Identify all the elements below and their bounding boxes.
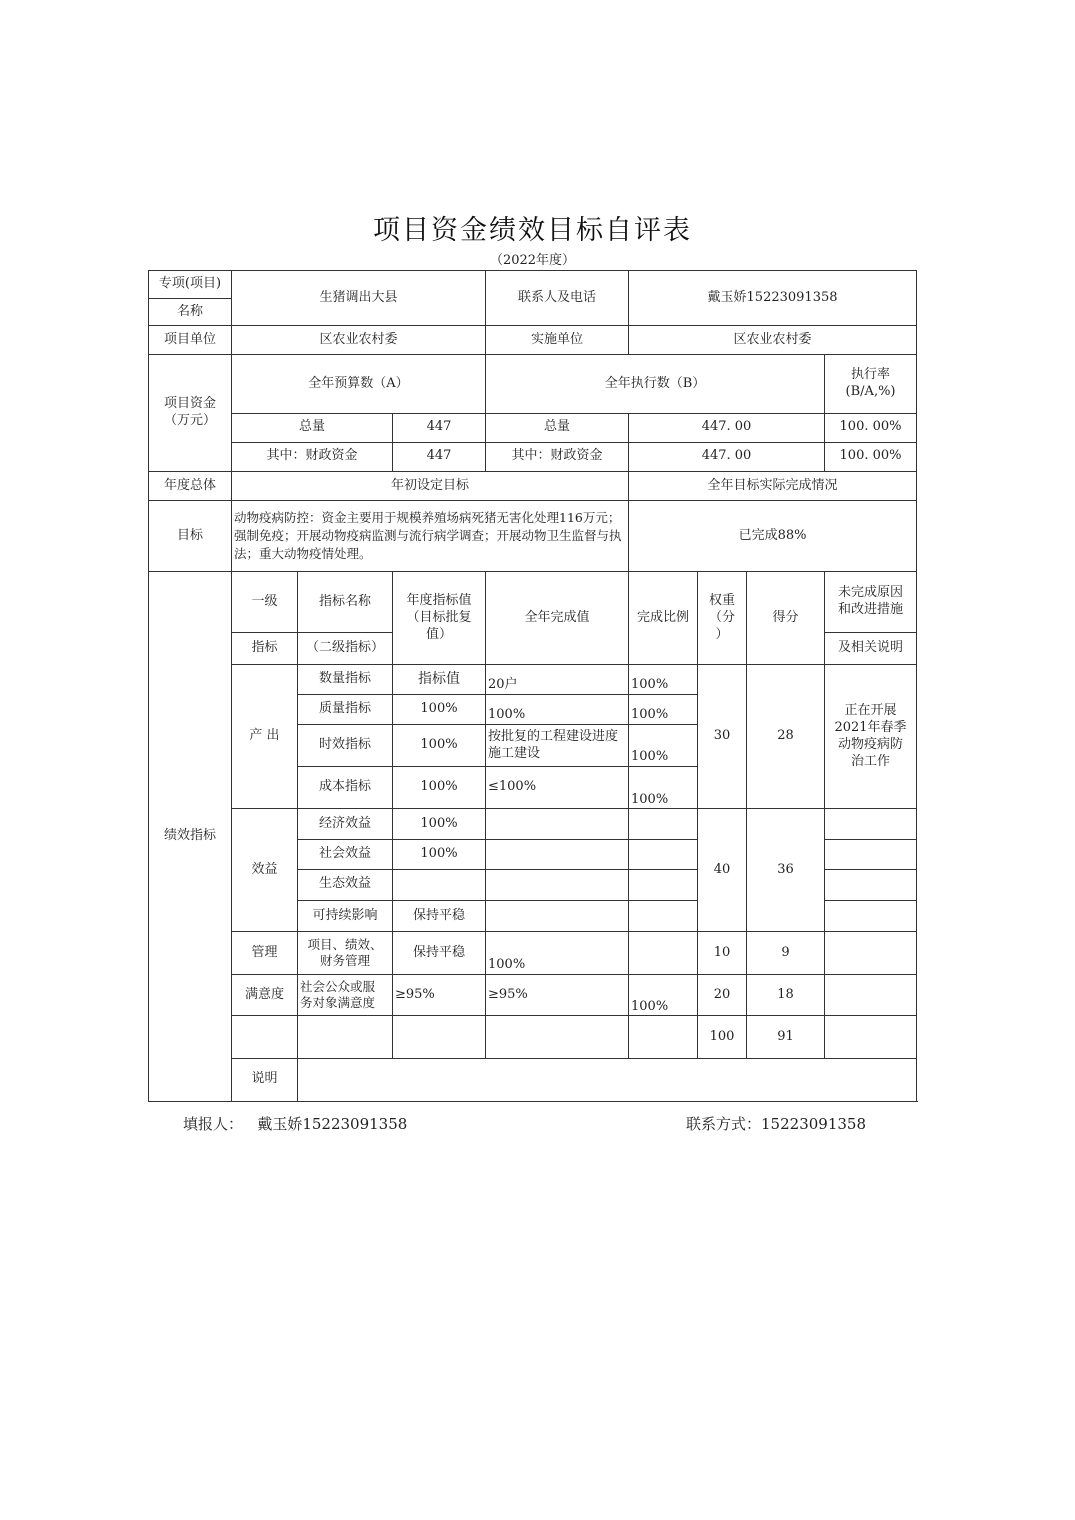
benefit-name-3: 可持续影响 <box>298 900 393 931</box>
management-ratio <box>629 932 698 975</box>
score-header: 得分 <box>747 572 825 664</box>
benefit-reason-1 <box>825 839 917 869</box>
reason-header-2: 及相关说明 <box>825 632 917 664</box>
impl-label: 实施单位 <box>486 326 629 355</box>
output-ratio-0: 100% <box>629 664 698 694</box>
output-name-0: 数量指标 <box>298 664 393 694</box>
output-target-3: 100% <box>393 767 486 809</box>
output-name-3: 成本指标 <box>298 767 393 809</box>
fiscal-budget-label: 其中：财政资金 <box>232 442 393 471</box>
contact <box>686 1113 866 1134</box>
benefit-actual-1 <box>486 839 629 869</box>
management-target: 保持平稳 <box>393 932 486 975</box>
evaluation-table <box>148 270 916 1102</box>
benefit-actual-2 <box>486 869 629 900</box>
satisfaction-name: 社会公众或服 务对象满意度 <box>298 975 393 1016</box>
project-label <box>149 271 232 299</box>
satisfaction-ratio: 100% <box>629 975 698 1016</box>
satisfaction-label: 满意度 <box>232 975 298 1016</box>
benefit-target-2 <box>393 869 486 900</box>
project-name: 生猪调出大县 <box>232 271 486 326</box>
level1-header: 一级 <box>232 572 298 632</box>
total-blank-5 <box>629 1016 698 1058</box>
level1-header-2: 指标 <box>232 632 298 664</box>
output-actual-0: 20户 <box>486 664 629 694</box>
rate-header: 执行率 (B/A,%) <box>825 355 917 413</box>
output-name-1: 质量指标 <box>298 694 393 724</box>
contact-value-footer: 15223091358 <box>761 1115 866 1133</box>
notes-value <box>298 1058 917 1101</box>
unit-value: 区农业农村委 <box>232 326 486 355</box>
output-ratio-3: 100% <box>629 767 698 809</box>
benefit-ratio-0 <box>629 809 698 839</box>
total-budget-label: 总量 <box>232 413 393 442</box>
benefit-actual-3 <box>486 900 629 931</box>
benefit-label: 效益 <box>232 809 298 932</box>
benefit-ratio-1 <box>629 839 698 869</box>
output-actual-1: 100% <box>486 694 629 724</box>
benefit-target-3: 保持平稳 <box>393 900 486 931</box>
output-actual-3: ≤100% <box>486 767 629 809</box>
benefit-weight: 40 <box>698 809 747 932</box>
contact-label-footer: 联系方式： <box>686 1115 762 1133</box>
impl-value: 区农业农村委 <box>629 326 917 355</box>
benefit-name-2: 生态效益 <box>298 869 393 900</box>
weight-header: 权重 （分 ） <box>698 572 747 664</box>
actual-goal-header: 全年目标实际完成情况 <box>629 471 917 500</box>
total-blank-6 <box>825 1016 917 1058</box>
benefit-name-1: 社会效益 <box>298 839 393 869</box>
year-subtitle: （2022年度） <box>489 253 576 268</box>
project-label-2: 名称 <box>149 299 232 326</box>
filler <box>183 1113 407 1134</box>
satisfaction-reason <box>825 975 917 1016</box>
benefit-ratio-3 <box>629 900 698 931</box>
benefit-reason-2 <box>825 869 917 900</box>
management-actual: 100% <box>486 932 629 975</box>
indicators-label: 绩效指标 <box>149 572 232 1102</box>
benefit-target-1: 100% <box>393 839 486 869</box>
output-score: 28 <box>747 664 825 809</box>
output-target-1: 100% <box>393 694 486 724</box>
actual-header: 全年完成值 <box>486 572 629 664</box>
ratio-header: 完成比例 <box>629 572 698 664</box>
output-ratio-1: 100% <box>629 694 698 724</box>
actual-goal-text: 已完成88% <box>629 501 917 572</box>
total-blank-3 <box>393 1016 486 1058</box>
total-rate: 100. 00% <box>825 413 917 442</box>
benefit-ratio-2 <box>629 869 698 900</box>
name-header-2: （二级指标） <box>298 632 393 664</box>
management-reason <box>825 932 917 975</box>
project-label-line1: 专项(项目) <box>158 276 222 292</box>
benefit-actual-0 <box>486 809 629 839</box>
output-target-0: 指标值 <box>393 664 486 694</box>
satisfaction-score: 18 <box>747 975 825 1016</box>
total-blank-2 <box>298 1016 393 1058</box>
total-blank-4 <box>486 1016 629 1058</box>
total-score: 91 <box>747 1016 825 1058</box>
funds-label <box>149 355 232 472</box>
output-ratio-2: 100% <box>629 725 698 767</box>
output-actual-2: 按批复的工程建设进度 施工建设 <box>486 725 629 767</box>
total-exec-label: 总量 <box>486 413 629 442</box>
filler-label: 填报人： <box>183 1115 244 1133</box>
output-name-2: 时效指标 <box>298 725 393 767</box>
name-header: 指标名称 <box>298 572 393 632</box>
total-budget: 447 <box>393 413 486 442</box>
initial-goal-text: 动物疫病防控：资金主要用于规模养殖场病死猪无害化处理116万元；强制免疫；开展动物疫病监测与流行病学调查；开展动物卫生监督与执法；重大动物疫情处理。 <box>232 501 629 572</box>
total-blank-1 <box>232 1016 298 1058</box>
output-label: 产 出 <box>232 664 298 809</box>
benefit-reason-3 <box>825 900 917 931</box>
total-exec: 447. 00 <box>629 413 825 442</box>
fiscal-rate: 100. 00% <box>825 442 917 471</box>
benefit-reason-0 <box>825 809 917 839</box>
page-title: 项目资金绩效目标自评表 <box>373 215 692 246</box>
management-label: 管理 <box>232 932 298 975</box>
management-name: 项目、绩效、 财务管理 <box>298 932 393 975</box>
overall-goal-label: 年度总体 <box>149 471 232 500</box>
unit-label: 项目单位 <box>149 326 232 355</box>
contact-value: 戴玉娇15223091358 <box>629 271 917 326</box>
output-weight: 30 <box>698 664 747 809</box>
management-score: 9 <box>747 932 825 975</box>
fiscal-budget: 447 <box>393 442 486 471</box>
target-header: 年度指标值 （目标批复 值） <box>393 572 486 664</box>
fiscal-exec-label: 其中：财政资金 <box>486 442 629 471</box>
benefit-name-0: 经济效益 <box>298 809 393 839</box>
benefit-target-0: 100% <box>393 809 486 839</box>
output-reason: 正在开展 2021年春季 动物疫病防 治工作 <box>825 664 917 809</box>
initial-goal-header: 年初设定目标 <box>232 471 629 500</box>
contact-label: 联系人及电话 <box>486 271 629 326</box>
satisfaction-target: ≥95% <box>393 975 486 1016</box>
satisfaction-actual: ≥95% <box>486 975 629 1016</box>
output-target-2: 100% <box>393 725 486 767</box>
satisfaction-weight: 20 <box>698 975 747 1016</box>
goal-label: 目标 <box>149 501 232 572</box>
exec-header: 全年执行数（B） <box>486 355 825 413</box>
reason-header: 未完成原因 和改进措施 <box>825 572 917 632</box>
funds-label-text: 项目资金 （万元） <box>163 396 216 429</box>
fiscal-exec: 447. 00 <box>629 442 825 471</box>
total-weight: 100 <box>698 1016 747 1058</box>
notes-label: 说明 <box>232 1058 298 1101</box>
filler-value: 戴玉娇15223091358 <box>257 1115 408 1133</box>
benefit-score: 36 <box>747 809 825 932</box>
management-weight: 10 <box>698 932 747 975</box>
budget-header: 全年预算数（A） <box>232 355 486 413</box>
